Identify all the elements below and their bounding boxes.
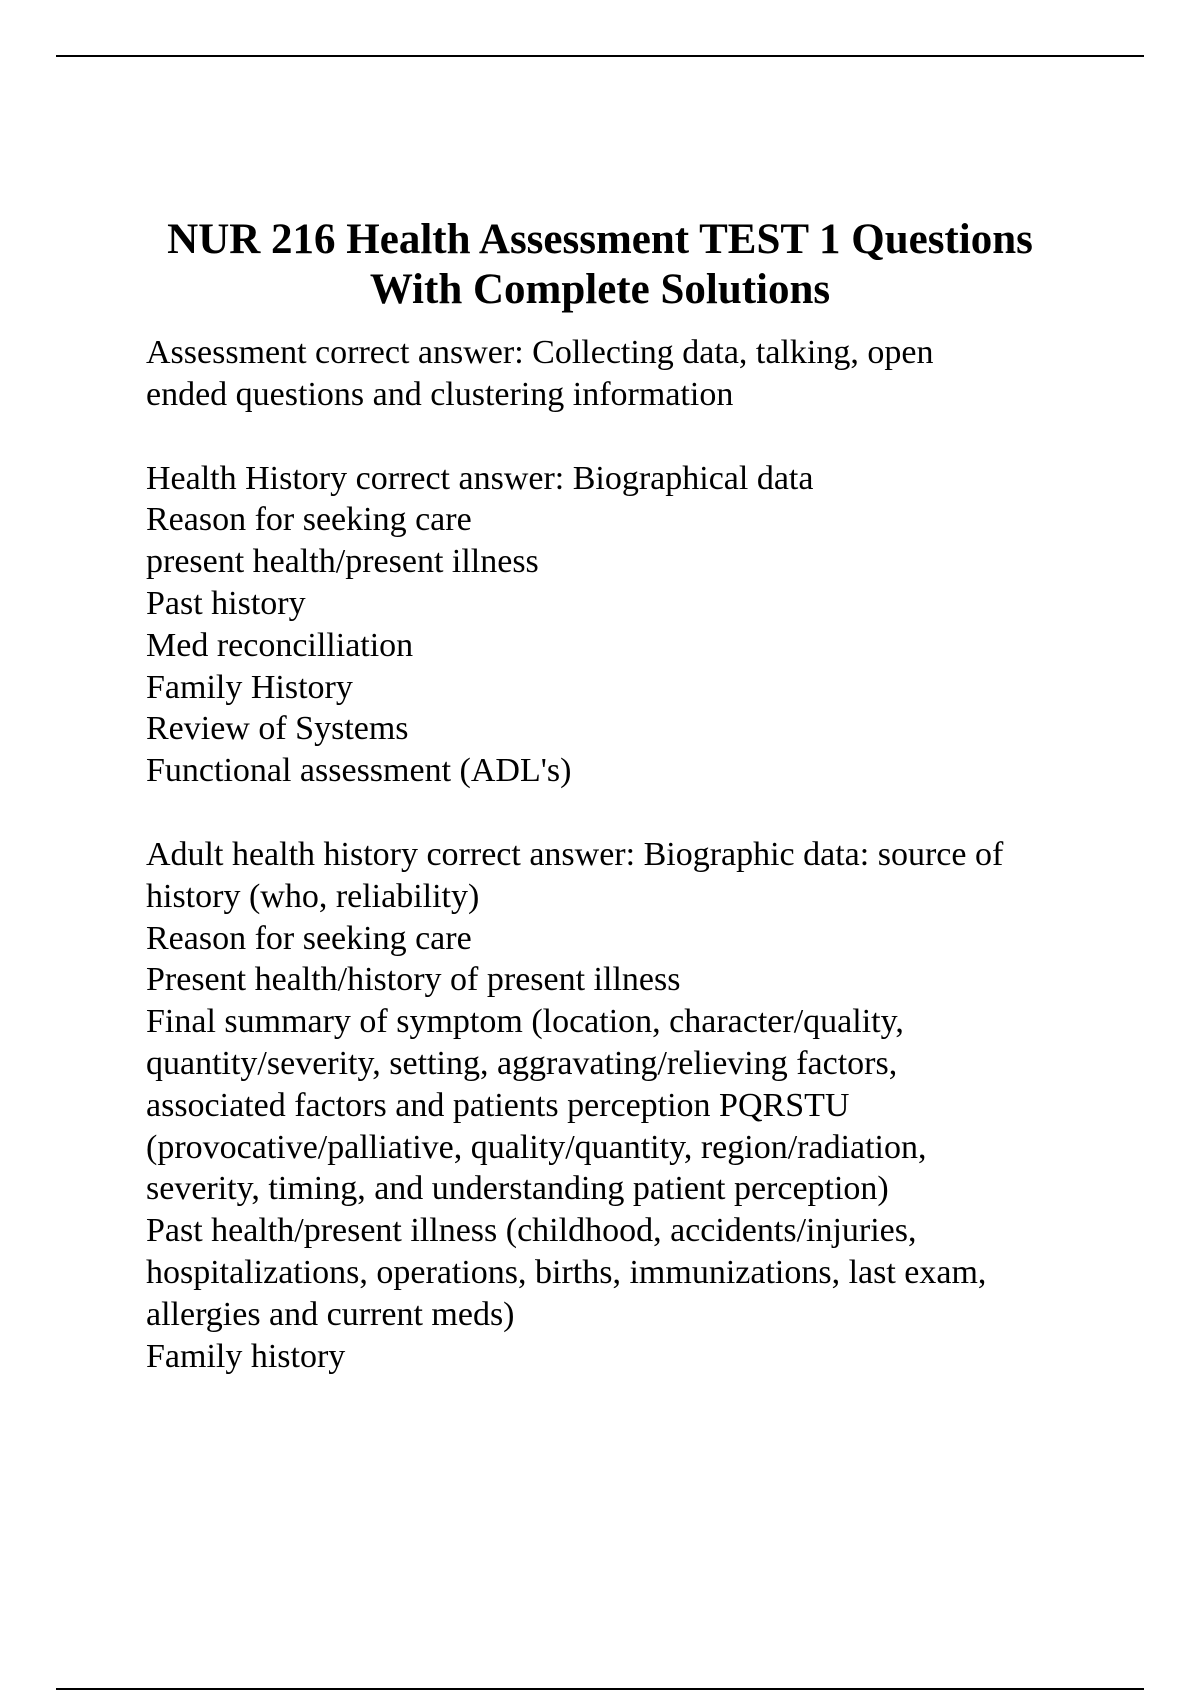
header-rule (56, 55, 1144, 57)
entry-line: Reason for seeking care (146, 919, 472, 957)
title-line-2: With Complete Solutions (369, 265, 831, 313)
entry-line: present health/present illness (146, 543, 539, 581)
footer-rule (56, 1688, 1144, 1690)
title-line-1: NUR 216 Health Assessment TEST 1 Questions (167, 215, 1033, 263)
entry-line: associated factors and patients perception PQRSTU (146, 1086, 850, 1124)
document-body (146, 332, 1146, 1419)
entry-line: ended questions and clustering information (146, 375, 734, 413)
entry-line: Review of Systems (146, 710, 409, 748)
document-title (100, 215, 1100, 315)
entry-line: Present health/history of present illness (146, 961, 681, 999)
entry-line: Adult health history correct answer: Biographic data: source of (146, 835, 1004, 873)
entry-line: allergies and current meds) (146, 1295, 515, 1333)
entry-line: (provocative/palliative, quality/quantity, region/radiation, (146, 1128, 927, 1166)
entry-line: Final summary of symptom (location, character/quality, (146, 1003, 904, 1041)
entry-line: Reason for seeking care (146, 501, 472, 539)
entry-assessment (146, 332, 1146, 416)
entry-line: Past history (146, 584, 306, 622)
entry-line: Assessment correct answer: Collecting data, talking, open (146, 334, 934, 371)
entry-adult-health-history (146, 834, 1146, 1377)
entry-line: Med reconcilliation (146, 626, 414, 664)
entry-line: Family History (146, 668, 353, 706)
entry-line: quantity/severity, setting, aggravating/relieving factors, (146, 1044, 898, 1082)
entry-health-history (146, 458, 1146, 792)
entry-line: Past health/present illness (childhood, accidents/injuries, (146, 1212, 917, 1250)
entry-line: Health History correct answer: Biographical data (146, 459, 814, 497)
entry-line: Functional assessment (ADL's) (146, 752, 572, 790)
entry-line: Family history (146, 1337, 346, 1375)
entry-line: severity, timing, and understanding patient perception) (146, 1170, 889, 1208)
entry-line: hospitalizations, operations, births, immunizations, last exam, (146, 1253, 987, 1291)
entry-line: history (who, reliability) (146, 877, 480, 915)
